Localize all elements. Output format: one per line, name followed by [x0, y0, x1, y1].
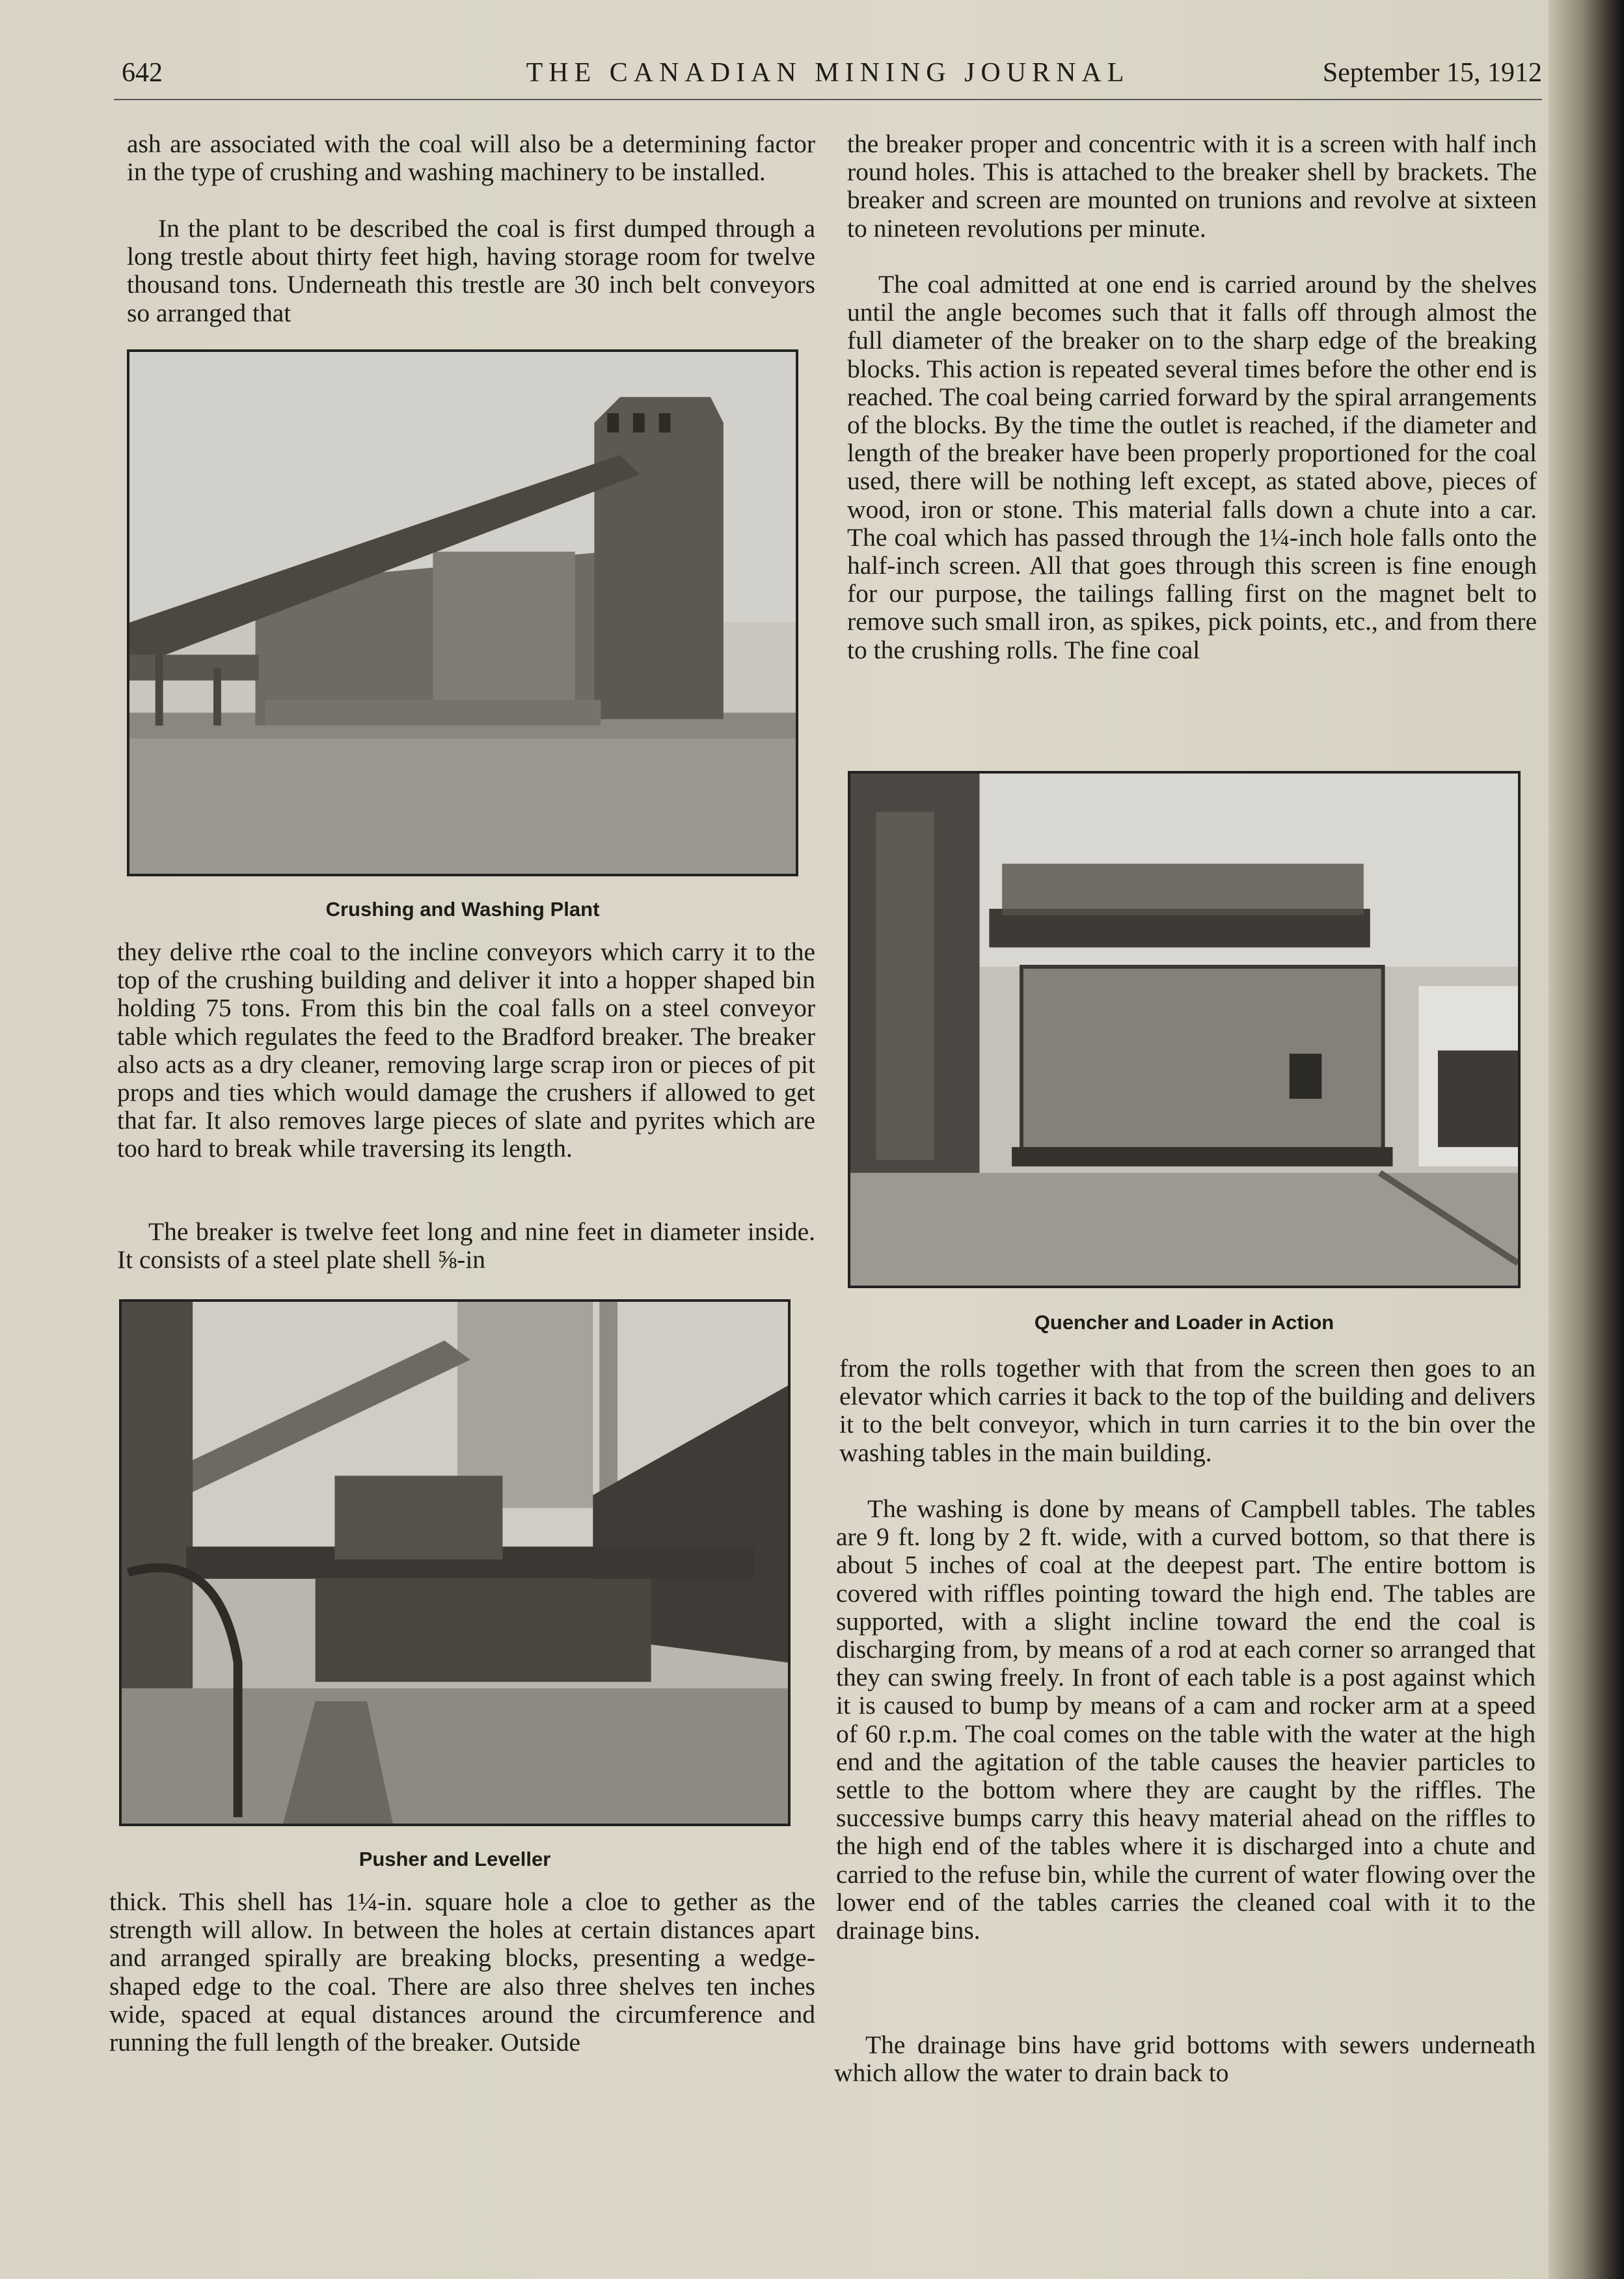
page-header — [114, 53, 1542, 100]
left-paragraph-4: The breaker is twelve feet long and nine feet in diameter inside. It consists of a steel plate shell ⅝-in — [117, 1217, 815, 1274]
book-spine-shadow — [1549, 0, 1624, 2279]
right-paragraph-5: The drainage bins have grid bottoms with sewers underneath which allow the water to drain back to — [834, 2030, 1536, 2088]
left-paragraph-1: ash are associated with the coal will also be a determining factor in the type of crushing and washing machinery to be installed. — [127, 129, 815, 187]
left-paragraph-3: they delive rthe coal to the incline conveyors which carry it to the top of the crushing building and deliver it into a hopper shaped bin holding 75 tons. From this bin the coal falls on a steel conveyor table which regulates the feed to the Bradford breaker. The breaker also acts as a dry cleaner, removing large scrap iron or pieces of pit props and ties which would damage the crushers if allowed to get that far. It also removes large pieces of slate and pyrites which are too hard to break while traversing its length. — [117, 937, 815, 1163]
right-paragraph-3: from the rolls together with that from the screen then goes to an elevator which carries it back to the top of the building and delivers it to the belt conveyor, which in turn carries it to the bin over the washing tables in the main building. — [839, 1354, 1536, 1467]
right-paragraph-2: The coal admitted at one end is carried around by the shelves until the angle becomes such that it falls off through almost the full diameter of the breaker on to the sharp edge of the breaking blocks. This action is repeated several times before the other end is reached. The coal being carried forward by the spiral arrangements of the blocks. By the time the outlet is reached, if the diameter and length of the breaker have been properly proportioned for the coal used, there will be nothing left except, as stated above, pieces of wood, iron or stone. This material falls down a chute into a car. The coal which has passed through the 1¼-inch hole falls onto the half-inch screen. All that goes through this screen is fine enough for our purpose, the tailings falling first on the magnet belt to remove such small iron, as spikes, pick points, etc., and from there to the crushing rolls. The fine coal — [847, 270, 1537, 664]
right-paragraph-1: the breaker proper and concentric with it is a screen with half inch round holes. This is attached to the breaker shell by brackets. The breaker and screen are mounted on trunions and revolve at sixteen to nineteen revolutions per minute. — [847, 129, 1537, 243]
photo-crushing-washing-plant — [127, 349, 798, 876]
caption-crushing-washing-plant: Crushing and Washing Plant — [325, 898, 600, 921]
caption-quencher-loader: Quencher and Loader in Action — [1034, 1311, 1334, 1334]
right-paragraph-4: The washing is done by means of Campbell tables. The tables are 9 ft. long by 2 ft. wide, with a curved bottom, so that there is about 5 inches of coal at the deepest part. The entire bottom is covered with riffles pointing toward the high end. The tables are supported, with a slight incline toward the end the coal is discharging from, by means of a rod at each corner so arranged that they can swing freely. In front of each table is a post against which it is caused to bump by means of a cam and rocker arm at a speed of 60 r.p.m. The coal comes on the table with the water at the high end and the agitation of the table causes the heavier particles to settle to the bottom where they are caught by the riffles. The successive bumps carry this heavy material ahead on the riffles to the high end of the tables where it is discharged into a chute and carried to the refuse bin, while the current of water flowing over the lower end of the tables carries the cleaned coal with it to the drainage bins. — [836, 1494, 1536, 1945]
page-number: 642 — [122, 58, 163, 88]
caption-pusher-leveller: Pusher and Leveller — [359, 1848, 551, 1870]
left-paragraph-2: In the plant to be described the coal is first dumped through a long trestle about thirty feet high, having storage room for twelve thousand tons. Underneath this trestle are 30 inch belt conveyors so arranged that — [127, 214, 815, 327]
left-paragraph-5: thick. This shell has 1¼-in. square hole a cloe to gether as the strength will allow. In between the holes at certain distances apart and arranged spirally are breaking blocks, presenting a wedge-shaped edge to the coal. There are also three shelves ten inches wide, spaced at equal distances around the circumference and running the full length of the breaker. Outside — [109, 1887, 815, 2057]
photo-quencher-loader — [848, 771, 1521, 1288]
photo-pusher-leveller — [119, 1299, 791, 1826]
journal-title: THE CANADIAN MINING JOURNAL — [526, 58, 1130, 88]
issue-date: September 15, 1912 — [1322, 58, 1542, 88]
